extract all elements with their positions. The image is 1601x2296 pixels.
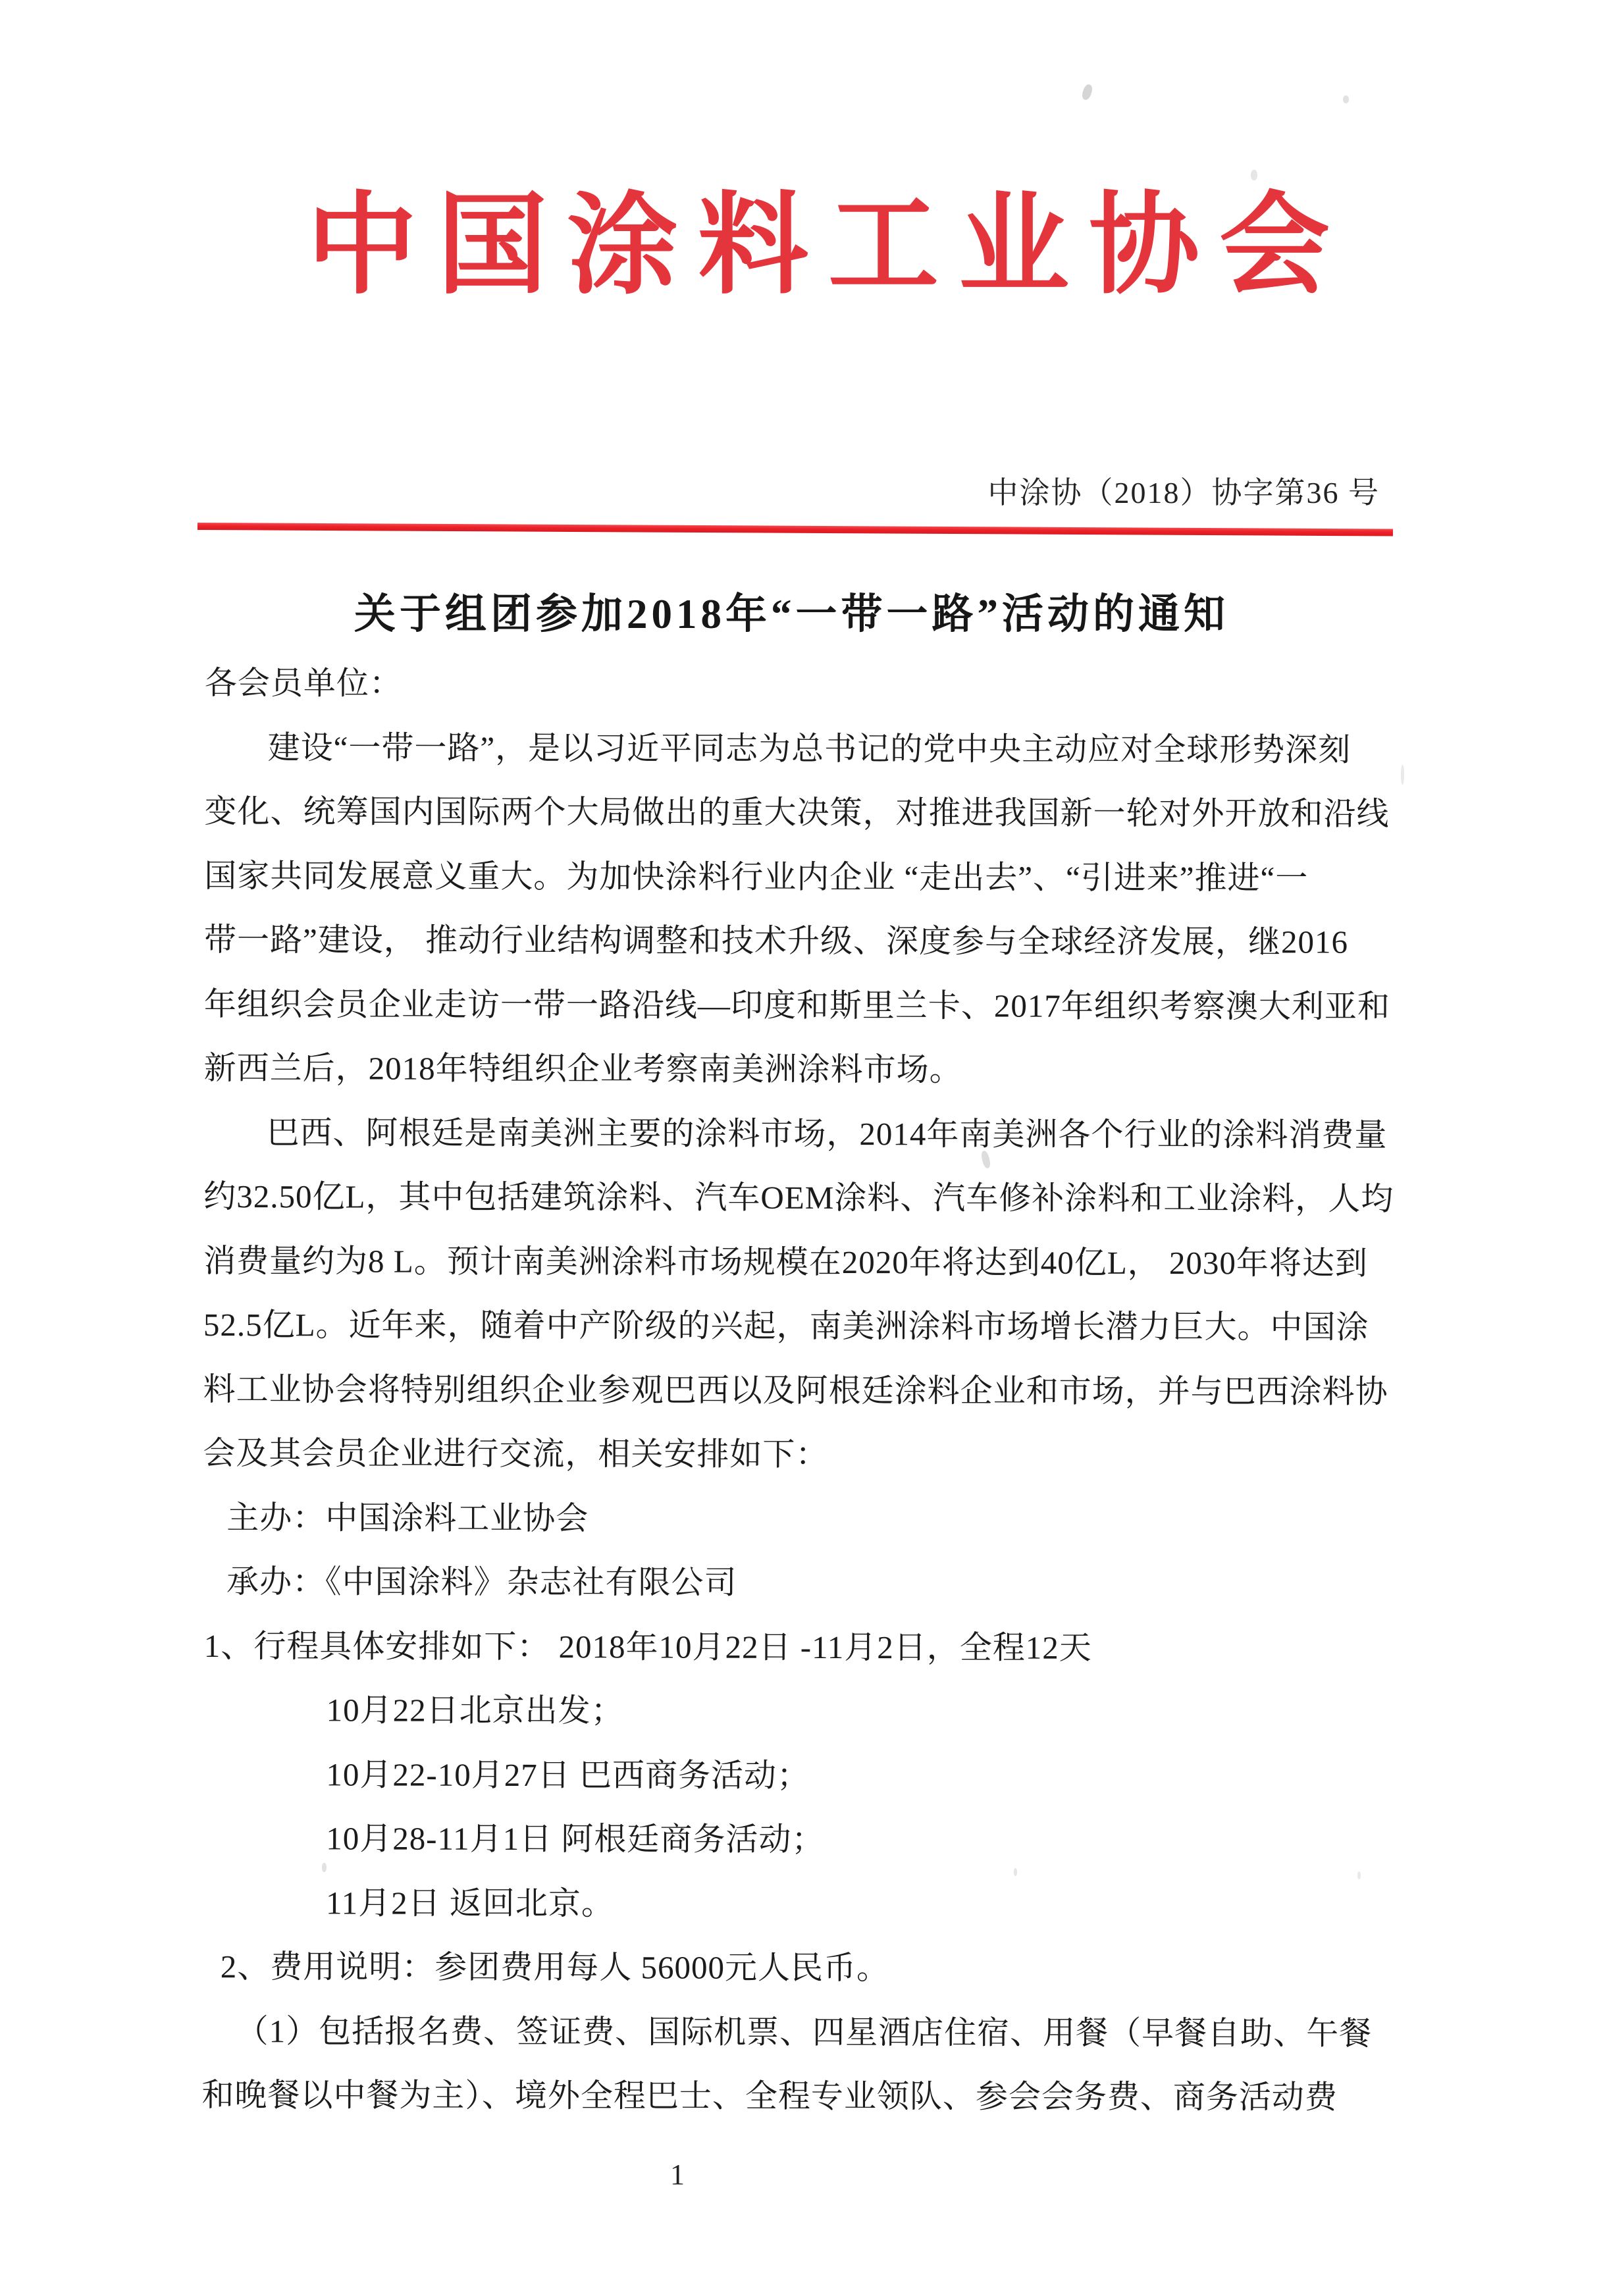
body-line-organizer: 主办：中国涂料工业协会 [226,1499,589,1536]
body-line: 会及其会员企业进行交流，相关安排如下： [203,1435,829,1473]
body-line-salutation: 各会员单位： [204,665,402,702]
body-line-schedule: 10月22日北京出发； [326,1692,624,1729]
body-line: 建设“一带一路”，是以习近平同志为总书记的党中央主动应对全球形势深刻 [267,729,1352,768]
scan-artifact [1401,765,1404,785]
page-number: 1 [670,2158,685,2191]
body-line: 52.5亿L。近年来，随着中产阶级的兴起，南美洲涂料市场增长潜力巨大。中国涂 [203,1307,1369,1345]
body-line: 年组织会员企业走访一带一路沿线—印度和斯里兰卡、2017年组织考察澳大利亚和 [203,985,1390,1025]
scan-artifact [1081,84,1094,101]
scan-artifact [1343,95,1349,103]
body-line-itinerary-heading: 1、行程具体安排如下： 2018年10月22日 -11月2日，全程12天 [203,1627,1092,1666]
notice-title: 关于组团参加2018年“一带一路”活动的通知 [354,591,1229,637]
body-line: 巴西、阿根廷是南美洲主要的涂料市场，2014年南美洲各个行业的涂料消费量 [267,1114,1388,1153]
doc-reference-number: 中涂协（2018）协字第36 号 [987,476,1380,509]
notice-body [199,651,1413,2129]
body-line-co-organizer: 承办：《中国涂料》杂志社有限公司 [226,1563,737,1601]
body-line-schedule: 11月2日 返回北京。 [325,1884,615,1921]
letterhead-divider-rule [197,523,1393,536]
body-line-cost-heading: 2、费用说明：参团费用每人 56000元人民币。 [220,1948,890,1987]
body-line: 和晚餐以中餐为主）、境外全程巴士、全程专业领队、参会会务费、商务活动费 [201,2077,1338,2116]
body-line: 国家共同发展意义重大。为加快涂料行业内企业 “走出去”、“引进来”推进“一 [204,857,1309,897]
scan-artifact [1357,1871,1361,1879]
body-line: （1）包括报名费、签证费、国际机票、四星酒店住宿、用餐（早餐自助、午餐 [236,2012,1373,2052]
body-line: 新西兰后，2018年特组织企业考察南美洲涂料市场。 [203,1050,962,1088]
letterhead-org-name: 中国涂料工业协会 [307,185,1350,307]
scan-artifact [322,1863,327,1872]
body-line: 变化、统筹国内国际两个大局做出的重大决策，对推进我国新一轮对外开放和沿线 [204,793,1390,832]
body-line: 消费量约为8 L。预计南美洲涂料市场规模在2020年将达到40亿L， 2030年将达到 [203,1242,1368,1282]
body-line-schedule: 10月28-11月1日 阿根廷商务活动； [326,1820,825,1858]
body-line-schedule: 10月22-10月27日 巴西商务活动； [326,1756,810,1794]
scan-artifact [1251,170,1257,180]
body-line: 料工业协会将特别组织企业参观巴西以及阿根廷涂料企业和市场，并与巴西涂料协 [203,1370,1388,1410]
body-line: 带一路”建设， 推动行业结构调整和技术升级、深度参与全球经济发展，继2016 [204,922,1349,960]
scan-artifact [1014,1868,1017,1876]
body-line: 约32.50亿L，其中包括建筑涂料、汽车OEM涂料、汽车修补涂料和工业涂料，人均 [203,1178,1394,1217]
